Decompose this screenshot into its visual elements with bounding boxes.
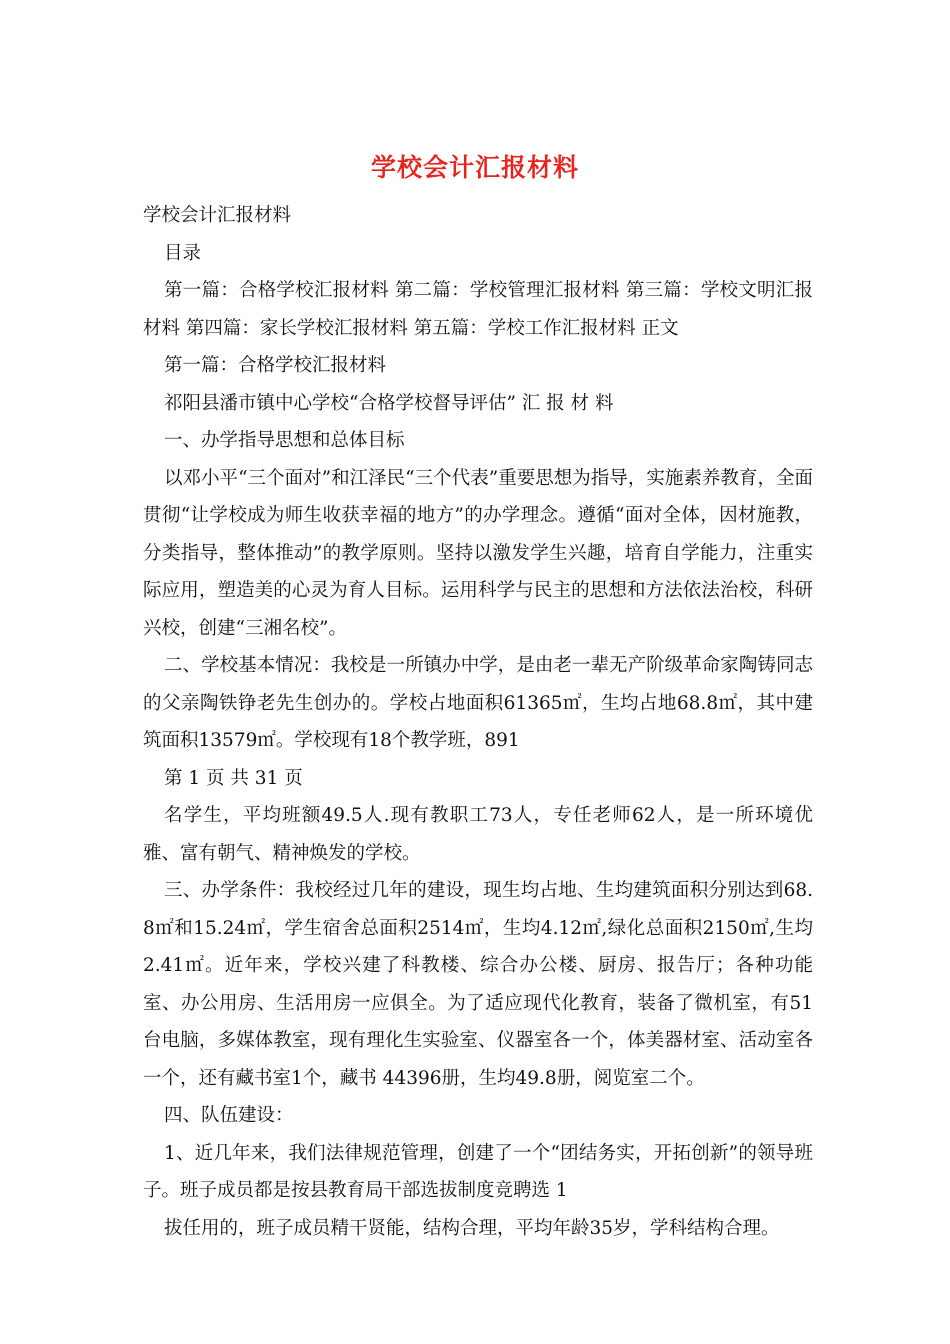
paragraph-toc-label: 目录: [164, 242, 202, 264]
paragraph-basic-info: 二、学校基本情况：我校是一所镇办中学，是由老一辈无产阶级革命家陶铸同志的父亲陶铁铮老先生创办的。学校占地面积61365㎡，生均占地68.8㎡，其中建筑面积13579㎡。学校现有18个教学班，891: [143, 655, 813, 751]
document-title: 学校会计汇报材料: [370, 153, 579, 182]
page-counter: 第 1 页 共 31 页: [164, 767, 303, 789]
paragraph-heading: 学校会计汇报材料: [143, 205, 292, 226]
document-body: [143, 197, 813, 1247]
paragraph-conditions: 三、办学条件：我校经过几年的建设，现生均占地、生均建筑面积分别达到68.8㎡和15.24㎡，学生宿舍总面积2514㎡，生均4.12㎡,绿化总面积2150㎡,生均2.41㎡。近年来，学校兴建了科教楼、综合办公楼、厨房、报告厅；各种功能室、办公用房、生活用房一应俱全。为了适应现代化教育，装备了微机室，有51台电脑，多媒体教室，现有理化生实验室、仪器室各一个，体美器材室、活动室各一个，还有藏书室1个，藏书 44396册，生均49.8册，阅览室二个。: [143, 880, 813, 1089]
paragraph-chapter-one: 第一篇：合格学校汇报材料: [164, 355, 387, 376]
paragraph-team: 拔任用的，班子成员精干贤能，结构合理，平均年龄35岁，学科结构合理。: [164, 1217, 780, 1239]
paragraph-leadership: 1、近几年来，我们法律规范管理，创建了一个“团结务实，开拓创新”的领导班子。班子成员都是按县教育局干部选拔制度竞聘选 1: [143, 1142, 813, 1201]
paragraph-students: 名学生，平均班额49.5人.现有教职工73人，专任老师62人，是一所环境优雅、富有朝气、精神焕发的学校。: [143, 805, 813, 864]
paragraph-section-four: 四、队伍建设：: [164, 1105, 294, 1126]
paragraph-guiding-ideology: 以邓小平“三个面对”和江泽民“三个代表”重要思想为指导，实施素养教育，全面贯彻“让学校成为师生收获幸福的地方”的办学理念。遵循“面对全体，因材施教，分类指导，整体推动”的教学原则。坚持以激发学生兴趣，培育自学能力，注重实际应用，塑造美的心灵为育人目标。运用科学与民主的思想和方法依法治校，科研兴校，创建“三湘名校”。: [143, 467, 813, 639]
paragraph-section-one: 一、办学指导思想和总体目标: [164, 430, 405, 451]
paragraph-report-title: 祁阳县潘市镇中心学校“合格学校督导评估” 汇 报 材 料: [164, 392, 614, 414]
paragraph-toc-entries: 第一篇：合格学校汇报材料 第二篇：学校管理汇报材料 第三篇：学校文明汇报材料 第四篇：家长学校汇报材料 第五篇：学校工作汇报材料 正文: [143, 280, 813, 339]
